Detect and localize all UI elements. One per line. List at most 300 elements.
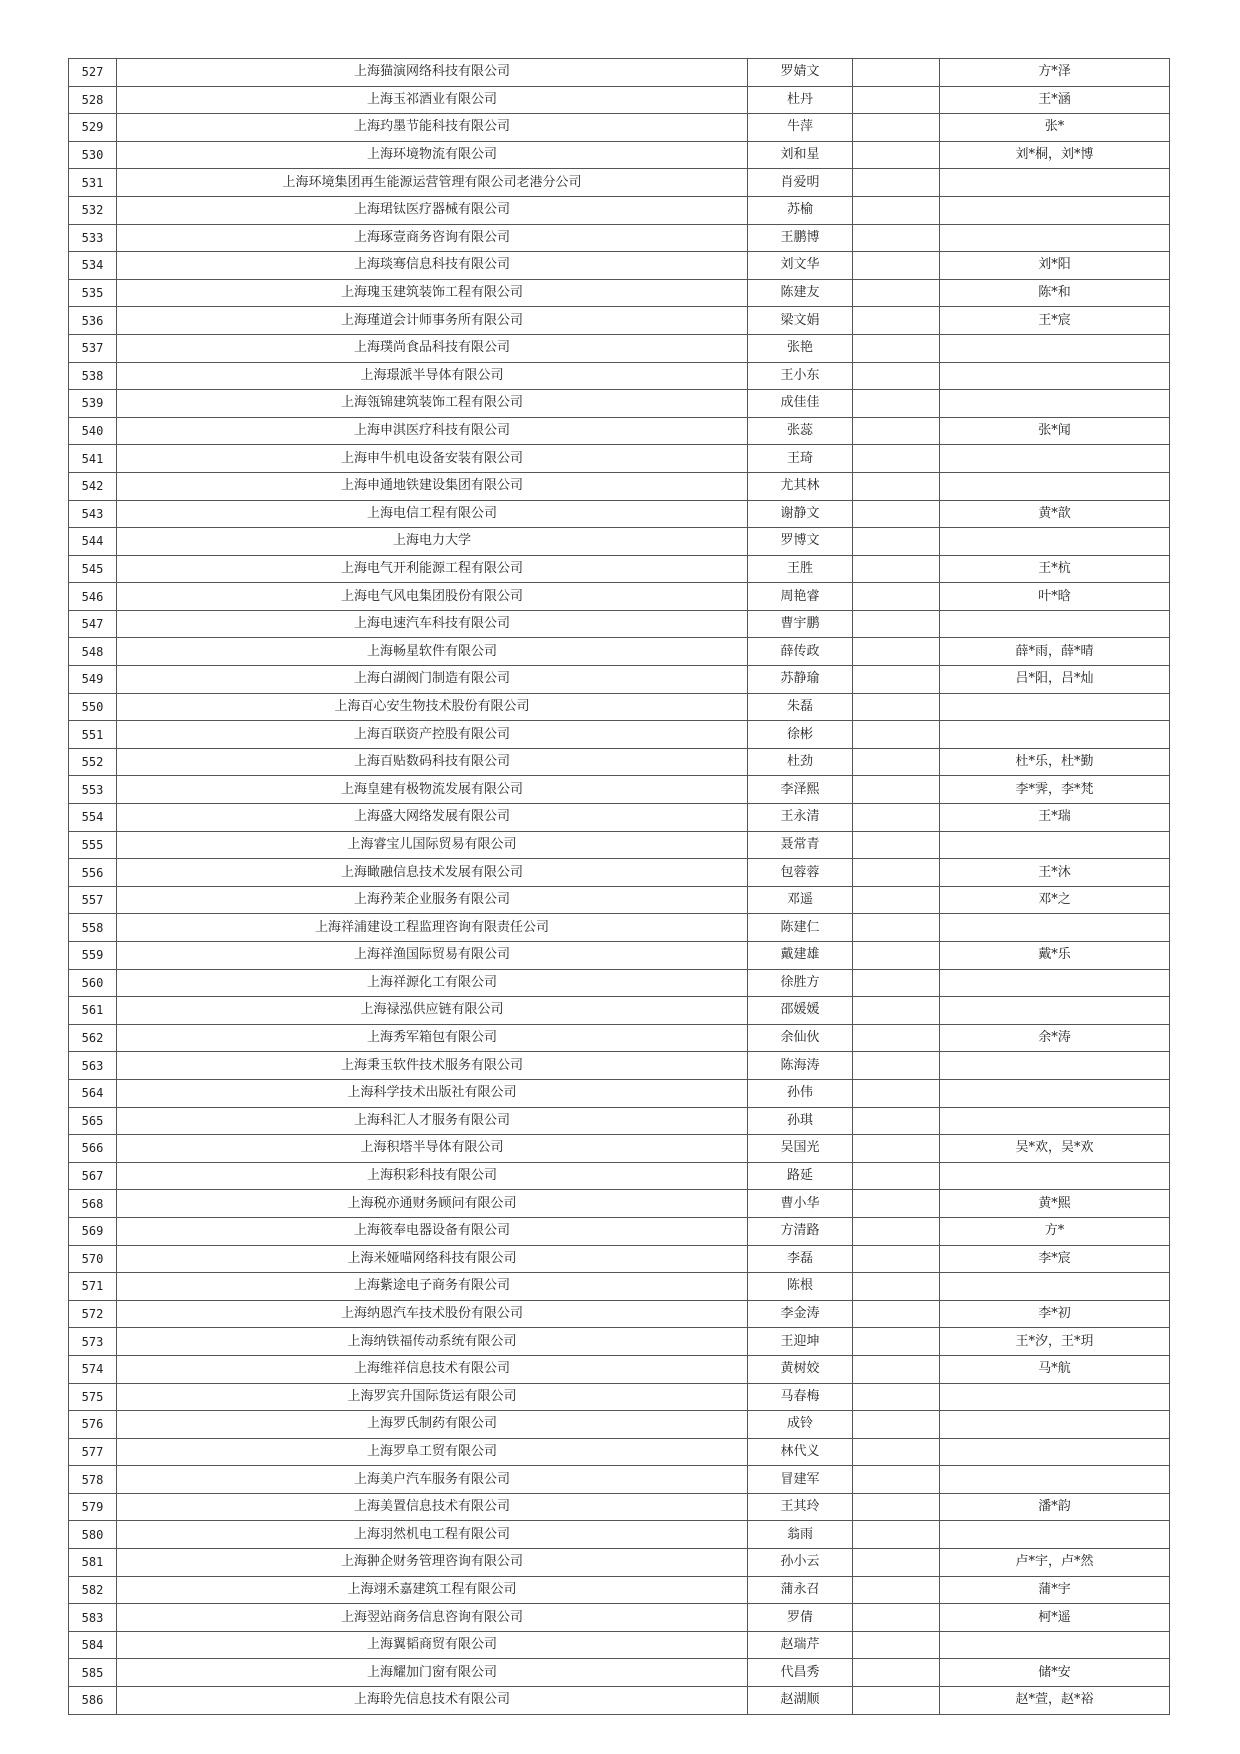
table-row [69,307,1170,335]
children-names-cell [940,997,1170,1025]
children-names-cell [940,1162,1170,1190]
blank-cell [853,500,940,528]
blank-cell [853,1300,940,1328]
row-number-cell: 531 [69,169,117,197]
company-cell: 上海科学技术出版社有限公司 [117,1079,748,1107]
company-cell: 上海琰骞信息科技有限公司 [117,252,748,280]
employee-name-cell: 孙伟 [748,1079,853,1107]
row-number-cell: 551 [69,721,117,749]
employee-name-cell: 陈根 [748,1273,853,1301]
children-names-cell: 王*涵 [940,86,1170,114]
blank-cell [853,390,940,418]
row-number-cell: 529 [69,114,117,142]
blank-cell [853,252,940,280]
employee-name-cell: 邓遥 [748,886,853,914]
employee-name-cell: 苏榆 [748,196,853,224]
row-number-cell: 559 [69,942,117,970]
children-names-cell: 吕*阳，吕*灿 [940,666,1170,694]
company-cell: 上海电气开利能源工程有限公司 [117,555,748,583]
company-cell: 上海睿宝儿国际贸易有限公司 [117,831,748,859]
children-names-cell [940,1466,1170,1494]
children-names-cell [940,334,1170,362]
row-number-cell: 582 [69,1576,117,1604]
company-cell: 上海秉玉软件技术服务有限公司 [117,1052,748,1080]
company-cell: 上海电气风电集团股份有限公司 [117,583,748,611]
blank-cell [853,1411,940,1439]
table-row [69,997,1170,1025]
employee-name-cell: 曹小华 [748,1190,853,1218]
employee-name-cell: 曹宇鹏 [748,610,853,638]
children-names-cell: 柯*遥 [940,1604,1170,1632]
employee-name-cell: 林代义 [748,1438,853,1466]
children-names-cell: 王*汐，王*玥 [940,1328,1170,1356]
blank-cell [853,114,940,142]
children-names-cell: 黄*熙 [940,1190,1170,1218]
children-names-cell: 余*涛 [940,1024,1170,1052]
company-cell: 上海紫途电子商务有限公司 [117,1273,748,1301]
table-row [69,583,1170,611]
company-cell: 上海百联资产控股有限公司 [117,721,748,749]
table-row [69,334,1170,362]
table-row [69,1024,1170,1052]
company-cell: 上海申淇医疗科技有限公司 [117,417,748,445]
blank-cell [853,997,940,1025]
company-cell: 上海禄泓供应链有限公司 [117,997,748,1025]
table-row [69,224,1170,252]
table-row [69,1162,1170,1190]
table-row [69,1079,1170,1107]
roster-body [69,59,1170,1715]
table-row [69,528,1170,556]
employee-name-cell: 苏静瑜 [748,666,853,694]
table-row [69,1604,1170,1632]
blank-cell [853,1107,940,1135]
company-cell: 上海璟派半导体有限公司 [117,362,748,390]
children-names-cell [940,1107,1170,1135]
company-cell: 上海猫演网络科技有限公司 [117,59,748,87]
company-cell: 上海琢壹商务咨询有限公司 [117,224,748,252]
row-number-cell: 574 [69,1355,117,1383]
company-cell: 上海罗宾升国际货运有限公司 [117,1383,748,1411]
blank-cell [853,1135,940,1163]
blank-cell [853,610,940,638]
table-row [69,196,1170,224]
table-row [69,1190,1170,1218]
employee-name-cell: 陈建仁 [748,914,853,942]
table-row [69,721,1170,749]
table-row [69,1052,1170,1080]
employee-name-cell: 王小东 [748,362,853,390]
employee-name-cell: 梁文娟 [748,307,853,335]
company-cell: 上海皇建有极物流发展有限公司 [117,776,748,804]
children-names-cell [940,528,1170,556]
employee-name-cell: 陈海涛 [748,1052,853,1080]
children-names-cell: 陈*和 [940,279,1170,307]
row-number-cell: 562 [69,1024,117,1052]
row-number-cell: 570 [69,1245,117,1273]
row-number-cell: 552 [69,748,117,776]
blank-cell [853,472,940,500]
row-number-cell: 554 [69,804,117,832]
company-cell: 上海纳铁福传动系统有限公司 [117,1328,748,1356]
employee-name-cell: 周艳睿 [748,583,853,611]
blank-cell [853,776,940,804]
employee-name-cell: 赵湖顺 [748,1687,853,1715]
employee-name-cell: 张艳 [748,334,853,362]
table-row [69,666,1170,694]
children-names-cell [940,362,1170,390]
blank-cell [853,169,940,197]
row-number-cell: 534 [69,252,117,280]
employee-name-cell: 王胜 [748,555,853,583]
employee-name-cell: 路延 [748,1162,853,1190]
row-number-cell: 543 [69,500,117,528]
children-names-cell [940,1273,1170,1301]
table-row [69,1135,1170,1163]
employee-name-cell: 杜丹 [748,86,853,114]
children-names-cell: 马*航 [940,1355,1170,1383]
row-number-cell: 565 [69,1107,117,1135]
row-number-cell: 566 [69,1135,117,1163]
employee-name-cell: 孙琪 [748,1107,853,1135]
row-number-cell: 564 [69,1079,117,1107]
children-names-cell [940,472,1170,500]
blank-cell [853,969,940,997]
blank-cell [853,1079,940,1107]
children-names-cell [940,390,1170,418]
employee-name-cell: 方清路 [748,1217,853,1245]
table-row [69,472,1170,500]
blank-cell [853,942,940,970]
company-cell: 上海聆先信息技术有限公司 [117,1687,748,1715]
children-names-cell [940,1079,1170,1107]
table-row [69,1631,1170,1659]
employee-name-cell: 徐胜方 [748,969,853,997]
company-cell: 上海米娅喵网络科技有限公司 [117,1245,748,1273]
blank-cell [853,804,940,832]
row-number-cell: 537 [69,334,117,362]
row-number-cell: 530 [69,141,117,169]
table-row [69,1245,1170,1273]
blank-cell [853,1659,940,1687]
employee-name-cell: 赵瑞芹 [748,1631,853,1659]
children-names-cell: 薛*雨，薛*晴 [940,638,1170,666]
company-cell: 上海白湖阀门制造有限公司 [117,666,748,694]
employee-name-cell: 刘和星 [748,141,853,169]
children-names-cell: 叶*晗 [940,583,1170,611]
blank-cell [853,638,940,666]
company-cell: 上海瑾道会计师事务所有限公司 [117,307,748,335]
row-number-cell: 540 [69,417,117,445]
blank-cell [853,334,940,362]
blank-cell [853,748,940,776]
employee-name-cell: 包蓉蓉 [748,859,853,887]
blank-cell [853,1273,940,1301]
blank-cell [853,279,940,307]
company-cell: 上海美置信息技术有限公司 [117,1493,748,1521]
employee-name-cell: 代昌秀 [748,1659,853,1687]
children-names-cell [940,224,1170,252]
company-cell: 上海电速汽车科技有限公司 [117,610,748,638]
company-cell: 上海羽然机电工程有限公司 [117,1521,748,1549]
children-names-cell: 李*初 [940,1300,1170,1328]
employee-name-cell: 张蕊 [748,417,853,445]
children-names-cell: 张* [940,114,1170,142]
company-cell: 上海翌站商务信息咨询有限公司 [117,1604,748,1632]
company-cell: 上海筱奉电器设备有限公司 [117,1217,748,1245]
children-names-cell: 戴*乐 [940,942,1170,970]
blank-cell [853,1245,940,1273]
blank-cell [853,1521,940,1549]
table-row [69,1466,1170,1494]
company-cell: 上海翀企财务管理咨询有限公司 [117,1549,748,1577]
company-cell: 上海玉祁酒业有限公司 [117,86,748,114]
row-number-cell: 575 [69,1383,117,1411]
company-cell: 上海祥渔国际贸易有限公司 [117,942,748,970]
table-row [69,886,1170,914]
company-cell: 上海翼韬商贸有限公司 [117,1631,748,1659]
company-cell: 上海瑰玉建筑装饰工程有限公司 [117,279,748,307]
employee-name-cell: 王永清 [748,804,853,832]
blank-cell [853,1631,940,1659]
company-cell: 上海积彩科技有限公司 [117,1162,748,1190]
children-names-cell: 邓*之 [940,886,1170,914]
children-names-cell: 刘*桐，刘*博 [940,141,1170,169]
row-number-cell: 576 [69,1411,117,1439]
company-cell: 上海积塔半导体有限公司 [117,1135,748,1163]
company-cell: 上海电信工程有限公司 [117,500,748,528]
employee-name-cell: 刘文华 [748,252,853,280]
table-row [69,362,1170,390]
table-row [69,831,1170,859]
children-names-cell [940,914,1170,942]
children-names-cell [940,1052,1170,1080]
row-number-cell: 549 [69,666,117,694]
row-number-cell: 535 [69,279,117,307]
company-cell: 上海环境集团再生能源运营管理有限公司老港分公司 [117,169,748,197]
table-row [69,59,1170,87]
employee-name-cell: 陈建友 [748,279,853,307]
blank-cell [853,1549,940,1577]
children-names-cell: 黄*歆 [940,500,1170,528]
table-row [69,638,1170,666]
company-cell: 上海电力大学 [117,528,748,556]
blank-cell [853,1024,940,1052]
row-number-cell: 527 [69,59,117,87]
row-number-cell: 571 [69,1273,117,1301]
row-number-cell: 557 [69,886,117,914]
table-row [69,1659,1170,1687]
table-row [69,1355,1170,1383]
employee-name-cell: 戴建雄 [748,942,853,970]
table-row [69,169,1170,197]
employee-name-cell: 成铃 [748,1411,853,1439]
row-number-cell: 539 [69,390,117,418]
table-row [69,942,1170,970]
row-number-cell: 532 [69,196,117,224]
children-names-cell [940,1438,1170,1466]
table-row [69,141,1170,169]
row-number-cell: 533 [69,224,117,252]
children-names-cell [940,610,1170,638]
blank-cell [853,1493,940,1521]
company-cell: 上海百贴数码科技有限公司 [117,748,748,776]
children-names-cell: 储*安 [940,1659,1170,1687]
table-row [69,252,1170,280]
employee-name-cell: 翁雨 [748,1521,853,1549]
row-number-cell: 578 [69,1466,117,1494]
employee-name-cell: 聂常青 [748,831,853,859]
table-row [69,390,1170,418]
children-names-cell: 赵*萱，赵*裕 [940,1687,1170,1715]
children-names-cell: 方*泽 [940,59,1170,87]
employee-name-cell: 蒲永召 [748,1576,853,1604]
company-cell: 上海环境物流有限公司 [117,141,748,169]
company-cell: 上海瞰融信息技术发展有限公司 [117,859,748,887]
row-number-cell: 558 [69,914,117,942]
children-names-cell: 王*杭 [940,555,1170,583]
blank-cell [853,224,940,252]
blank-cell [853,1438,940,1466]
row-number-cell: 528 [69,86,117,114]
blank-cell [853,307,940,335]
company-cell: 上海矜茉企业服务有限公司 [117,886,748,914]
employee-name-cell: 余仙伙 [748,1024,853,1052]
children-names-cell: 杜*乐，杜*勤 [940,748,1170,776]
employee-name-cell: 黄树姣 [748,1355,853,1383]
employee-name-cell: 罗倩 [748,1604,853,1632]
blank-cell [853,196,940,224]
row-number-cell: 536 [69,307,117,335]
blank-cell [853,583,940,611]
table-row [69,1217,1170,1245]
blank-cell [853,362,940,390]
employee-name-cell: 冒建军 [748,1466,853,1494]
children-names-cell [940,1631,1170,1659]
children-names-cell: 刘*阳 [940,252,1170,280]
table-row [69,555,1170,583]
employee-name-cell: 罗博文 [748,528,853,556]
table-row [69,500,1170,528]
row-number-cell: 544 [69,528,117,556]
employee-name-cell: 马春梅 [748,1383,853,1411]
table-row [69,417,1170,445]
table-row [69,1273,1170,1301]
blank-cell [853,886,940,914]
row-number-cell: 568 [69,1190,117,1218]
row-number-cell: 585 [69,1659,117,1687]
blank-cell [853,831,940,859]
company-cell: 上海瓴锦建筑装饰工程有限公司 [117,390,748,418]
row-number-cell: 583 [69,1604,117,1632]
company-cell: 上海申牛机电设备安装有限公司 [117,445,748,473]
row-number-cell: 567 [69,1162,117,1190]
blank-cell [853,555,940,583]
blank-cell [853,1355,940,1383]
blank-cell [853,86,940,114]
row-number-cell: 560 [69,969,117,997]
table-row [69,1328,1170,1356]
blank-cell [853,721,940,749]
children-names-cell [940,169,1170,197]
employee-name-cell: 牛萍 [748,114,853,142]
employee-name-cell: 王琦 [748,445,853,473]
children-names-cell: 方* [940,1217,1170,1245]
row-number-cell: 553 [69,776,117,804]
blank-cell [853,1328,940,1356]
company-cell: 上海美户汽车服务有限公司 [117,1466,748,1494]
table-row [69,610,1170,638]
children-names-cell [940,1411,1170,1439]
children-names-cell [940,693,1170,721]
company-cell: 上海翊禾嘉建筑工程有限公司 [117,1576,748,1604]
blank-cell [853,1383,940,1411]
children-names-cell: 张*闻 [940,417,1170,445]
blank-cell [853,445,940,473]
blank-cell [853,693,940,721]
blank-cell [853,417,940,445]
row-number-cell: 581 [69,1549,117,1577]
blank-cell [853,1466,940,1494]
table-row [69,1521,1170,1549]
row-number-cell: 556 [69,859,117,887]
company-cell: 上海盛大网络发展有限公司 [117,804,748,832]
children-names-cell [940,196,1170,224]
table-row [69,776,1170,804]
employee-name-cell: 尤其林 [748,472,853,500]
row-number-cell: 550 [69,693,117,721]
blank-cell [853,914,940,942]
employee-name-cell: 罗婧文 [748,59,853,87]
row-number-cell: 548 [69,638,117,666]
table-row [69,1438,1170,1466]
employee-name-cell: 薛传政 [748,638,853,666]
children-names-cell: 王*沐 [940,859,1170,887]
employee-name-cell: 邵媛媛 [748,997,853,1025]
table-row [69,859,1170,887]
employee-name-cell: 王迎坤 [748,1328,853,1356]
blank-cell [853,1576,940,1604]
company-cell: 上海罗阜工贸有限公司 [117,1438,748,1466]
row-number-cell: 555 [69,831,117,859]
table-row [69,114,1170,142]
children-names-cell: 李*宸 [940,1245,1170,1273]
employee-name-cell: 谢静文 [748,500,853,528]
company-cell: 上海畅星软件有限公司 [117,638,748,666]
blank-cell [853,666,940,694]
children-names-cell [940,1521,1170,1549]
table-row [69,1549,1170,1577]
row-number-cell: 572 [69,1300,117,1328]
children-names-cell [940,1383,1170,1411]
employee-name-cell: 孙小云 [748,1549,853,1577]
company-cell: 上海申通地铁建设集团有限公司 [117,472,748,500]
row-number-cell: 573 [69,1328,117,1356]
children-names-cell: 李*霁，李*梵 [940,776,1170,804]
blank-cell [853,1217,940,1245]
row-number-cell: 542 [69,472,117,500]
employee-name-cell: 杜劲 [748,748,853,776]
table-row [69,1687,1170,1715]
row-number-cell: 580 [69,1521,117,1549]
employee-name-cell: 李磊 [748,1245,853,1273]
children-names-cell: 卢*宇，卢*然 [940,1549,1170,1577]
blank-cell [853,1162,940,1190]
employee-name-cell: 成佳佳 [748,390,853,418]
blank-cell [853,141,940,169]
children-names-cell: 王*瑞 [940,804,1170,832]
row-number-cell: 569 [69,1217,117,1245]
